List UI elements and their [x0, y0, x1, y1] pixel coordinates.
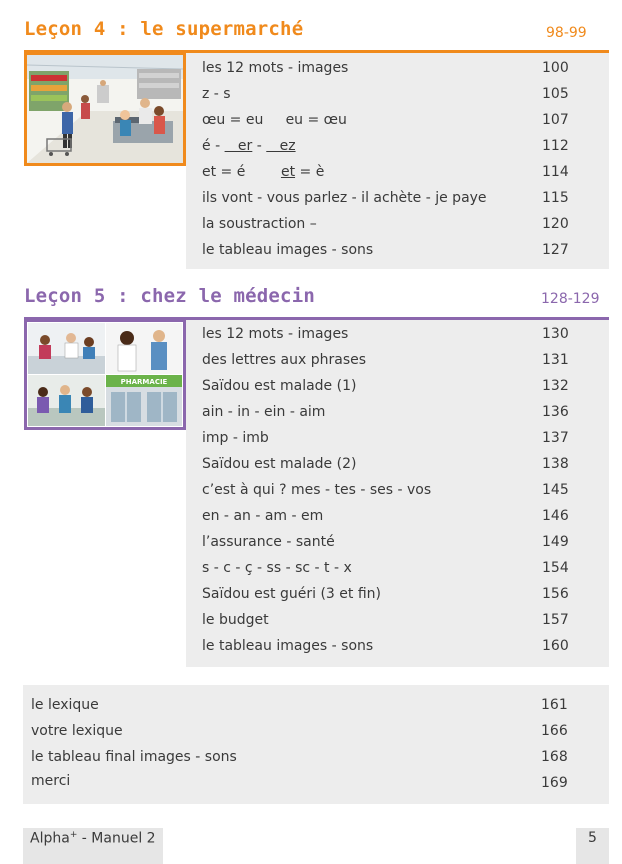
toc-row-label: imp - imb [202, 430, 269, 446]
toc-row-label: merci [31, 773, 71, 789]
toc-row-page: 120 [542, 216, 569, 232]
toc-row-label: le lexique [31, 697, 99, 713]
lesson5-doctor-illustration [24, 319, 186, 430]
book-suffix: - Manuel 2 [77, 830, 156, 847]
book-title [30, 830, 156, 847]
toc-row-label: s - c - ç - ss - sc - t - x [202, 560, 352, 576]
lesson4-pages: 98-99 [546, 25, 587, 41]
toc-row-appendix-0[interactable] [31, 697, 609, 723]
label-part: - [252, 138, 267, 154]
toc-row-lesson5-0[interactable] [202, 326, 609, 352]
toc-row-lesson5-9[interactable] [202, 560, 609, 586]
toc-row-page: 157 [542, 612, 569, 628]
label-part-underlined: et [280, 164, 296, 180]
toc-row-lesson5-11[interactable] [202, 612, 609, 638]
toc-row-appendix-2[interactable] [31, 749, 609, 775]
toc-row-page: 145 [542, 482, 569, 498]
toc-row-label: la soustraction – [202, 216, 317, 232]
toc-row-page: 154 [542, 560, 569, 576]
toc-row-lesson5-10[interactable] [202, 586, 609, 612]
toc-row-page: 131 [542, 352, 569, 368]
toc-row-label: les 12 mots - images [202, 326, 349, 342]
label-part-underlined: er [224, 138, 253, 154]
supermarket-scene-icon [27, 55, 183, 163]
toc-row-page: 130 [542, 326, 569, 342]
toc-row-lesson4-6[interactable] [202, 216, 609, 242]
appendix-toc-panel [23, 685, 609, 804]
toc-row-label: c’est à qui ? mes - tes - ses - vos [202, 482, 432, 498]
toc-row-lesson4-5[interactable] [202, 190, 609, 216]
toc-row-page: 169 [541, 775, 568, 791]
toc-row-lesson5-6[interactable] [202, 482, 609, 508]
toc-row-label: le tableau images - sons [202, 242, 374, 258]
toc-row-lesson4-4[interactable] [202, 164, 609, 190]
toc-row-label: Saïdou est guéri (3 et fin) [202, 586, 381, 602]
toc-row-label: le budget [202, 612, 269, 628]
footer-page-number-box [576, 828, 609, 864]
toc-row-lesson4-3[interactable] [202, 138, 609, 164]
toc-row-label: Saïdou est malade (2) [202, 456, 357, 472]
toc-row-page: 161 [541, 697, 568, 713]
toc-row-page: 146 [542, 508, 569, 524]
toc-row-label: z - s [202, 86, 231, 102]
toc-row-lesson5-12[interactable] [202, 638, 609, 664]
lesson5-toc-panel [186, 320, 609, 667]
toc-row-label: les 12 mots - images [202, 60, 349, 76]
toc-row-label: ils vont - vous parlez - il achète - je paye [202, 190, 487, 206]
toc-row-lesson4-2[interactable] [202, 112, 609, 138]
toc-row-page: 107 [542, 112, 569, 128]
toc-row-page: 100 [542, 60, 569, 76]
toc-row-label: le tableau final images - sons [31, 749, 237, 765]
label-part: et = é [202, 164, 281, 180]
toc-row-label: œu = eu eu = œu [202, 112, 347, 128]
lesson4-toc-panel [186, 53, 609, 269]
toc-row-label: l’assurance - santé [202, 534, 335, 550]
toc-row-lesson5-3[interactable] [202, 404, 609, 430]
toc-row-page: 156 [542, 586, 569, 602]
toc-row-label: Saïdou est malade (1) [202, 378, 357, 394]
toc-row-page: 127 [542, 242, 569, 258]
toc-row-label: ain - in - ein - aim [202, 404, 326, 420]
toc-row-page: 137 [542, 430, 569, 446]
toc-row-lesson5-4[interactable] [202, 430, 609, 456]
label-part: = è [295, 164, 325, 180]
toc-row-page: 166 [541, 723, 568, 739]
toc-row-lesson4-0[interactable] [202, 60, 609, 86]
toc-row-label: votre lexique [31, 723, 123, 739]
toc-row-lesson5-7[interactable] [202, 508, 609, 534]
page-number: 5 [588, 830, 597, 846]
toc-row-page: 160 [542, 638, 569, 654]
toc-row-page: 112 [542, 138, 569, 154]
toc-row-page: 168 [541, 749, 568, 765]
toc-row-lesson4-1[interactable] [202, 86, 609, 112]
toc-row-appendix-3[interactable] [31, 773, 609, 799]
toc-row-page: 115 [542, 190, 569, 206]
toc-row-label: des lettres aux phrases [202, 352, 367, 368]
toc-row-page: 105 [542, 86, 569, 102]
toc-row-page: 114 [542, 164, 569, 180]
lesson4-supermarket-illustration [24, 52, 186, 166]
toc-row-label: en - an - am - em [202, 508, 324, 524]
footer-book-title [23, 828, 163, 864]
toc-row-label [202, 164, 324, 180]
toc-row-lesson5-8[interactable] [202, 534, 609, 560]
toc-row-label [202, 138, 296, 154]
doctor-scenes-icon [27, 322, 183, 427]
book-name: Alpha [30, 830, 70, 847]
toc-row-page: 149 [542, 534, 569, 550]
toc-row-appendix-1[interactable] [31, 723, 609, 749]
toc-row-lesson5-1[interactable] [202, 352, 609, 378]
toc-row-page: 136 [542, 404, 569, 420]
toc-row-label: le tableau images - sons [202, 638, 374, 654]
toc-row-lesson5-2[interactable] [202, 378, 609, 404]
toc-row-lesson4-7[interactable] [202, 242, 609, 268]
lesson4-title: Leçon 4 : le supermarché [24, 18, 304, 40]
label-part: é - [202, 138, 225, 154]
lesson5-title: Leçon 5 : chez le médecin [24, 285, 315, 307]
label-part-underlined: ez [266, 138, 296, 154]
book-superscript: + [69, 830, 78, 840]
pharmacy-sign: PHARMACIE [120, 378, 168, 386]
toc-row-page: 132 [542, 378, 569, 394]
toc-row-page: 138 [542, 456, 569, 472]
toc-row-lesson5-5[interactable] [202, 456, 609, 482]
lesson5-pages: 128-129 [541, 291, 600, 307]
